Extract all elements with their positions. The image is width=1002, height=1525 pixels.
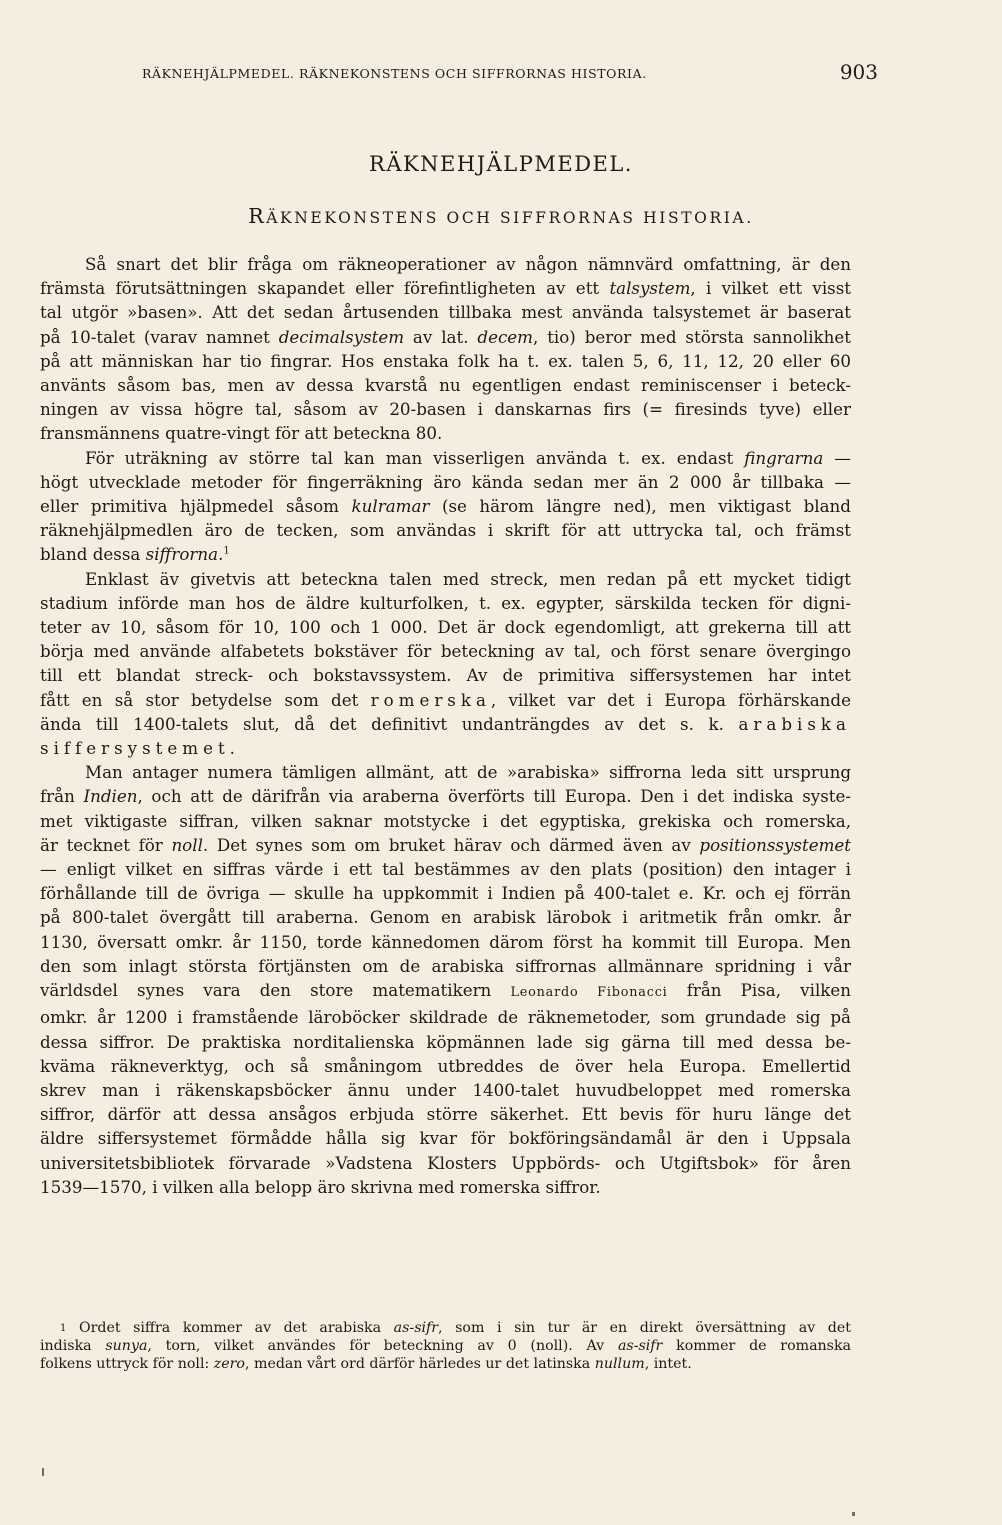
- page-speck-2: [42, 1468, 44, 1476]
- body-text: [40, 252, 851, 1199]
- running-title: RÄKNEHJÄLPMEDEL. RÄKNEKONSTENS OCH SIFFRORNAS HISTORIA.: [142, 66, 647, 81]
- paragraph-1: Så snart det blir fråga om räkneoperationer av någon nämnvärd omfattning, är den främsta förutsättningen skapandet eller förefintligheten av ett talsystem, i vilket ett visst tal utgör »basen». Att det sedan årtusenden tillbaka mest använda talsystemet är baserat på 10-talet (varav namnet decimalsystem av lat. decem, tio) beror med största sannolikhet på att människan har tio fingrar. Hos enstaka folk ha t. ex. talen 5, 6, 11, 12, 20 eller 60 använts såsom bas, men av dessa kvarstå nu egentligen endast reminiscenser i beteck- ningen av vissa högre tal, såsom av 20-basen i danskarnas firs (= firesinds tyve) eller fransmännens quatre-vingt för att beteckna 80.: [40, 254, 852, 444]
- footnote: $^1$ Ordet siffra kommer av det arabiska as-sifr, som i sin tur är en direkt översättning av det indiska sunya, torn, vilket användes för beteckning av 0 (noll). Av as-sifr kommer de romanska folkens uttryck för noll: zero, medan vårt ord därför härledes ur det latinska nullum, intet.: [40, 1320, 851, 1372]
- paragraph-4: Man antager numera tämligen allmänt, att de »arabiska» siffrorna leda sitt ursprung från Indien, och att de därifrån via araberna överförts till Europa. Den i det indiska syste- met viktigaste siffran, vilken saknar motstycke i det egyptiska, grekiska och romerska, är tecknet för noll. Det synes som om bruket härav och därmed även av positionssystemet — enligt vilket en siffras värde i ett tal bestämmes av den plats (position) den intager i förhållande till de övriga — skulle ha uppkommit i Indien på 400-talet e. Kr. och ej förrän på 800-talet övergått till araberna. Genom en arabisk lärobok i aritmetik från omkr. år 1130, översatt omkr. år 1150, torde kännedomen därom först ha kommit till Europa. Men den som inlagt största förtjänsten om de arabiska siffrornas allmännare spridning i vår världsdel synes vara den store matematikern Leonardo Fibonacci från Pisa, vilken omkr. år 1200 i framstående läroböcker skildrade de räknemetoder, som grundade sig på dessa siffror. De praktiska norditalienska köpmännen lade sig gärna till med dessa be- kväma räkneverktyg, och så småningom utbreddes de över hela Europa. Emellertid skrev man i räkenskapsböcker ännu under 1400-talet huvudbeloppet med romerska siffror, därför att dessa ansågos erbjuda större säkerhet. Ett bevis för huru länge det äldre siffersystemet förmådde hålla sig kvar för bokföringsändamål är den i Uppsala universitetsbibliotek förvarade »Vadstena Klosters Uppbörds- och Utgiftsbok» för åren 1539—1570, i vilken alla belopp äro skrivna med romerska siffror.: [40, 762, 852, 1197]
- page-speck-1: [852, 1512, 855, 1516]
- running-header: [142, 60, 878, 86]
- section-subtitle: RÄKNEKONSTENS OCH SIFFRORNAS HISTORIA.: [248, 204, 754, 228]
- footnote-reference: 1: [223, 545, 230, 557]
- paragraph-2: För uträkning av större tal kan man visserligen använda t. ex. endast fingrarna — högt utvecklade metoder för fingerräkning äro kända sedan mer än 2 000 år tillbaka — eller primitiva hjälpmedel såsom kulramar (se härom längre ned), men viktigast bland räknehjälpmedlen äro de tecken, som användas i skrift för att uttrycka tal, och främst bland dessa siffrorna.$^1$: [40, 447, 851, 565]
- section-title: RÄKNEHJÄLPMEDEL.: [369, 152, 633, 176]
- paragraph-3: Enklast äv givetvis att beteckna talen med streck, men redan på ett mycket tidigt stadium införde man hos de äldre kulturfolken, t. ex. egypter, särskilda tecken för digni- teter av 10, såsom för 10, 100 och 1 000. Det är dock egendomligt, att grekerna till att börja med använde alfabetets bokstäver för beteckning av tal, och först senare övergingo till ett blandat streck- och bokstavssystem. Av de primitiva siffersystemen har intet fått en så stor betydelse som det romerska, vilket var det i Europa förhärskande ända till 1400-talets slut, då det definitivt undanträngdes av det s. k. arabiska siffersystemet.: [40, 568, 851, 759]
- page-number: 903: [839, 60, 878, 84]
